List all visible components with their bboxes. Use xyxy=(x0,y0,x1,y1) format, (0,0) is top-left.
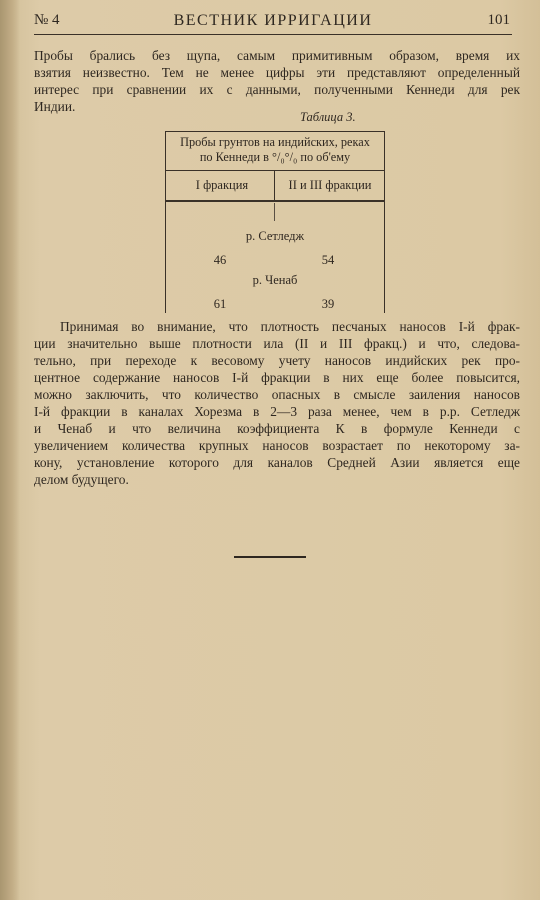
text-line: ции значительно выше плотности ила (II и III фракц.) и что, следова- xyxy=(34,336,520,351)
page-binding-shadow xyxy=(0,0,20,900)
table-cell: 54 xyxy=(321,253,335,267)
text-line: Пробы брались без щупа, самым примитивным образом, время их xyxy=(34,48,520,63)
paragraph-intro xyxy=(34,47,520,115)
soil-samples-table xyxy=(165,131,385,313)
text-line: Принимая во внимание, что плотность песчаных наносов I-й фрак- xyxy=(60,319,520,334)
text-line: кону, установление которого для каналов Средней Азии является еще xyxy=(34,455,520,470)
table-cell: 46 xyxy=(213,253,227,267)
text-line: тельно, при переходе к весовому учету наносов индийских рек про- xyxy=(34,353,520,368)
text-line: интерес при сравнении их с данными, полученными Кеннеди для рек xyxy=(34,82,520,97)
text-line: и Ченаб и что величина коэффициента К в формуле Кеннеди с xyxy=(34,421,520,436)
text-line: взятия неизвестно. Тем не менее цифры эти представляют определенный xyxy=(34,65,520,80)
table-cell: 39 xyxy=(321,297,335,311)
column-header-fraction-2-3: II и III фракции xyxy=(288,178,372,192)
river-label: р. Сетледж xyxy=(245,229,305,243)
text-line: I-й фракции в каналах Хорезма в 2—3 раза менее, чем в р.р. Сетледж xyxy=(34,404,520,419)
paragraph-conclusion xyxy=(34,318,520,488)
column-header-fraction-1: I фракция xyxy=(195,178,249,192)
river-label: р. Ченаб xyxy=(252,273,298,287)
column-divider xyxy=(274,203,275,221)
text-line: делом будущего. xyxy=(34,472,129,487)
issue-number: № 4 xyxy=(34,12,60,28)
table-cell: 61 xyxy=(213,297,227,311)
text-line: можно заключить, что количество опасных в смысле заиления наносов xyxy=(34,387,520,402)
journal-title: ВЕСТНИК ИРРИГАЦИИ xyxy=(173,12,373,29)
table-title xyxy=(166,132,384,171)
table-title-line: Пробы грунтов на индийских, реках xyxy=(180,135,370,149)
text-line: Индии. xyxy=(34,99,76,114)
text-line: увеличением количества крупных наносов возрастает по некоторому за- xyxy=(34,438,520,453)
column-divider xyxy=(274,170,275,200)
running-header xyxy=(34,10,512,35)
table-caption: Таблица 3. xyxy=(300,110,356,124)
section-end-rule xyxy=(234,556,306,558)
text-line: центное содержание наносов I-й фракции в них еще более повысится, xyxy=(34,370,520,385)
table-title-line: по Кеннеди в °/₀°/₀ по об'ему xyxy=(199,149,351,164)
page-number: 101 xyxy=(487,12,510,28)
table-column-headers xyxy=(166,170,384,202)
